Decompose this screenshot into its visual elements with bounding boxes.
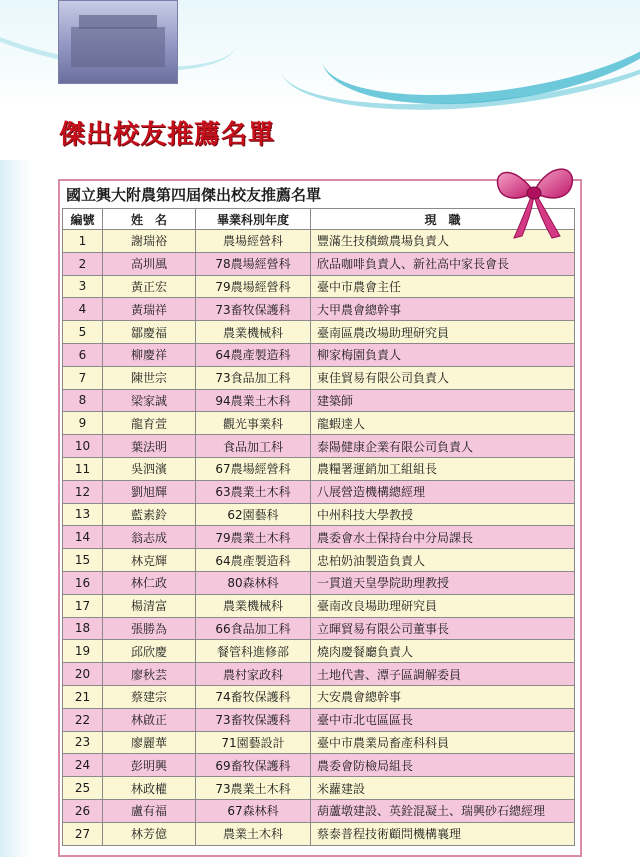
cell-current-position: 臺中市農業局畜產科科員 [311, 731, 575, 754]
cell-name: 葉法明 [103, 435, 196, 458]
cell-current-position: 一貫道天皇學院助理教授 [311, 571, 575, 594]
table-row [63, 275, 575, 298]
cell-number: 10 [63, 435, 103, 458]
header-graduation: 畢業科別年度 [196, 209, 311, 230]
cell-graduation: 64農產製造科 [196, 343, 311, 366]
cell-graduation: 餐管科進修部 [196, 640, 311, 663]
table-row [63, 685, 575, 708]
cell-name: 龍育萱 [103, 412, 196, 435]
table-row [63, 252, 575, 275]
cell-name: 林啟正 [103, 708, 196, 731]
cell-current-position: 農糧署運銷加工組組長 [311, 457, 575, 480]
cell-current-position: 忠柏奶油製造負責人 [311, 549, 575, 572]
cell-current-position: 燒肉慶餐廳負責人 [311, 640, 575, 663]
cell-number: 7 [63, 366, 103, 389]
table-row [63, 708, 575, 731]
cell-graduation: 67農場經營科 [196, 457, 311, 480]
cell-number: 22 [63, 708, 103, 731]
table-row [63, 298, 575, 321]
table-title: 國立興大附農第四屆傑出校友推薦名單 [62, 183, 578, 207]
cell-number: 2 [63, 252, 103, 275]
cell-name: 蔡建宗 [103, 685, 196, 708]
cell-name: 黃正宏 [103, 275, 196, 298]
cell-number: 13 [63, 503, 103, 526]
cell-name: 藍素鈴 [103, 503, 196, 526]
cell-current-position: 臺中市北屯區區長 [311, 708, 575, 731]
cell-graduation: 農場經營科 [196, 230, 311, 253]
page-title: 傑出校友推薦名單 [59, 120, 276, 150]
cell-graduation: 農業土木科 [196, 822, 311, 845]
cell-graduation: 食品加工科 [196, 435, 311, 458]
cell-graduation: 74畜牧保護科 [196, 685, 311, 708]
cell-current-position: 八展營造機構總經理 [311, 480, 575, 503]
cell-name: 黃瑞祥 [103, 298, 196, 321]
cell-name: 高圳風 [103, 252, 196, 275]
table-row [63, 754, 575, 777]
cell-number: 5 [63, 321, 103, 344]
table-row [63, 731, 575, 754]
table-row [63, 640, 575, 663]
table-row [63, 321, 575, 344]
cell-name: 梁家誠 [103, 389, 196, 412]
cell-graduation: 73畜牧保護科 [196, 708, 311, 731]
cell-current-position: 臺南區農改場助理研究員 [311, 321, 575, 344]
cell-graduation: 農村家政科 [196, 663, 311, 686]
cell-current-position: 柳家梅園負責人 [311, 343, 575, 366]
table-row [63, 526, 575, 549]
cell-current-position: 欣品咖啡負責人、新社高中家長會長 [311, 252, 575, 275]
cell-number: 19 [63, 640, 103, 663]
cell-number: 14 [63, 526, 103, 549]
cell-name: 林政權 [103, 777, 196, 800]
school-building-photo [58, 0, 178, 84]
table-row [63, 366, 575, 389]
header-name: 姓 名 [103, 209, 196, 230]
cell-graduation: 79農業土木科 [196, 526, 311, 549]
cell-graduation: 農業機械科 [196, 321, 311, 344]
cell-number: 16 [63, 571, 103, 594]
alumni-table [62, 208, 575, 846]
cell-current-position: 建築師 [311, 389, 575, 412]
cell-number: 20 [63, 663, 103, 686]
cell-current-position: 大甲農會總幹事 [311, 298, 575, 321]
cell-current-position: 農委會水土保持台中分局課長 [311, 526, 575, 549]
cell-current-position: 東佳貿易有限公司負責人 [311, 366, 575, 389]
cell-graduation: 80森林科 [196, 571, 311, 594]
cell-number: 4 [63, 298, 103, 321]
cell-name: 張勝為 [103, 617, 196, 640]
cell-name: 廖麗華 [103, 731, 196, 754]
cell-current-position: 土地代書、潭子區調解委員 [311, 663, 575, 686]
cell-name: 廖秋芸 [103, 663, 196, 686]
table-row [63, 617, 575, 640]
cell-graduation: 73畜牧保護科 [196, 298, 311, 321]
cell-number: 11 [63, 457, 103, 480]
cell-number: 3 [63, 275, 103, 298]
header-current-position: 現 職 [311, 209, 575, 230]
cell-name: 林芳億 [103, 822, 196, 845]
cell-current-position: 臺南改良場助理研究員 [311, 594, 575, 617]
table-row [63, 343, 575, 366]
cell-number: 1 [63, 230, 103, 253]
cell-name: 謝瑞裕 [103, 230, 196, 253]
cell-current-position: 豐滿生技積緻農場負責人 [311, 230, 575, 253]
cell-graduation: 79農場經營科 [196, 275, 311, 298]
cell-graduation: 農業機械科 [196, 594, 311, 617]
table-row [63, 549, 575, 572]
cell-graduation: 94農業土木科 [196, 389, 311, 412]
table-row [63, 503, 575, 526]
cell-name: 陳世宗 [103, 366, 196, 389]
cell-name: 彭明興 [103, 754, 196, 777]
cell-current-position: 龍蝦達人 [311, 412, 575, 435]
cell-number: 21 [63, 685, 103, 708]
building-body [71, 27, 165, 67]
left-decorative-strip [0, 160, 30, 857]
cell-number: 15 [63, 549, 103, 572]
cell-name: 翁志成 [103, 526, 196, 549]
cell-number: 12 [63, 480, 103, 503]
cell-graduation: 69畜牧保護科 [196, 754, 311, 777]
cell-name: 邱欣慶 [103, 640, 196, 663]
cell-number: 18 [63, 617, 103, 640]
ribbon-bow-icon [486, 146, 582, 242]
cell-graduation: 63農業土木科 [196, 480, 311, 503]
cell-number: 23 [63, 731, 103, 754]
cell-number: 27 [63, 822, 103, 845]
cell-current-position: 中州科技大學教授 [311, 503, 575, 526]
cell-name: 柳慶祥 [103, 343, 196, 366]
cell-current-position: 蔡泰普程技術顧問機構襄理 [311, 822, 575, 845]
cell-graduation: 67森林科 [196, 799, 311, 822]
cell-name: 林克輝 [103, 549, 196, 572]
table-row [63, 799, 575, 822]
cell-graduation: 73食品加工科 [196, 366, 311, 389]
header-number: 編號 [63, 209, 103, 230]
table-row [63, 822, 575, 845]
cell-graduation: 62園藝科 [196, 503, 311, 526]
table-row [63, 457, 575, 480]
table-row [63, 777, 575, 800]
cell-number: 17 [63, 594, 103, 617]
table-row [63, 571, 575, 594]
table-row [63, 389, 575, 412]
cell-graduation: 78農場經營科 [196, 252, 311, 275]
cell-number: 8 [63, 389, 103, 412]
cell-name: 劉旭輝 [103, 480, 196, 503]
table-row [63, 435, 575, 458]
table-row [63, 480, 575, 503]
cell-graduation: 73農業土木科 [196, 777, 311, 800]
cell-current-position: 臺中市農會主任 [311, 275, 575, 298]
table-row [63, 663, 575, 686]
cell-current-position: 農委會防檢局組長 [311, 754, 575, 777]
cell-name: 吳泗濱 [103, 457, 196, 480]
cell-name: 鄒慶福 [103, 321, 196, 344]
cell-current-position: 大安農會總幹事 [311, 685, 575, 708]
cell-graduation: 64農產製造科 [196, 549, 311, 572]
cell-current-position: 葫蘆墩建設、英銓混凝土、瑞興砂石總經理 [311, 799, 575, 822]
cell-current-position: 泰陽健康企業有限公司負責人 [311, 435, 575, 458]
cell-graduation: 71園藝設計 [196, 731, 311, 754]
cell-graduation: 66食品加工科 [196, 617, 311, 640]
cell-number: 24 [63, 754, 103, 777]
cell-graduation: 觀光事業科 [196, 412, 311, 435]
cell-number: 25 [63, 777, 103, 800]
table-row [63, 594, 575, 617]
cell-current-position: 米蘿建設 [311, 777, 575, 800]
cell-number: 26 [63, 799, 103, 822]
cell-number: 9 [63, 412, 103, 435]
cell-name: 楊清富 [103, 594, 196, 617]
cell-current-position: 立暉貿易有限公司董事長 [311, 617, 575, 640]
cell-name: 林仁政 [103, 571, 196, 594]
table-row [63, 412, 575, 435]
cell-number: 6 [63, 343, 103, 366]
cell-name: 盧有福 [103, 799, 196, 822]
